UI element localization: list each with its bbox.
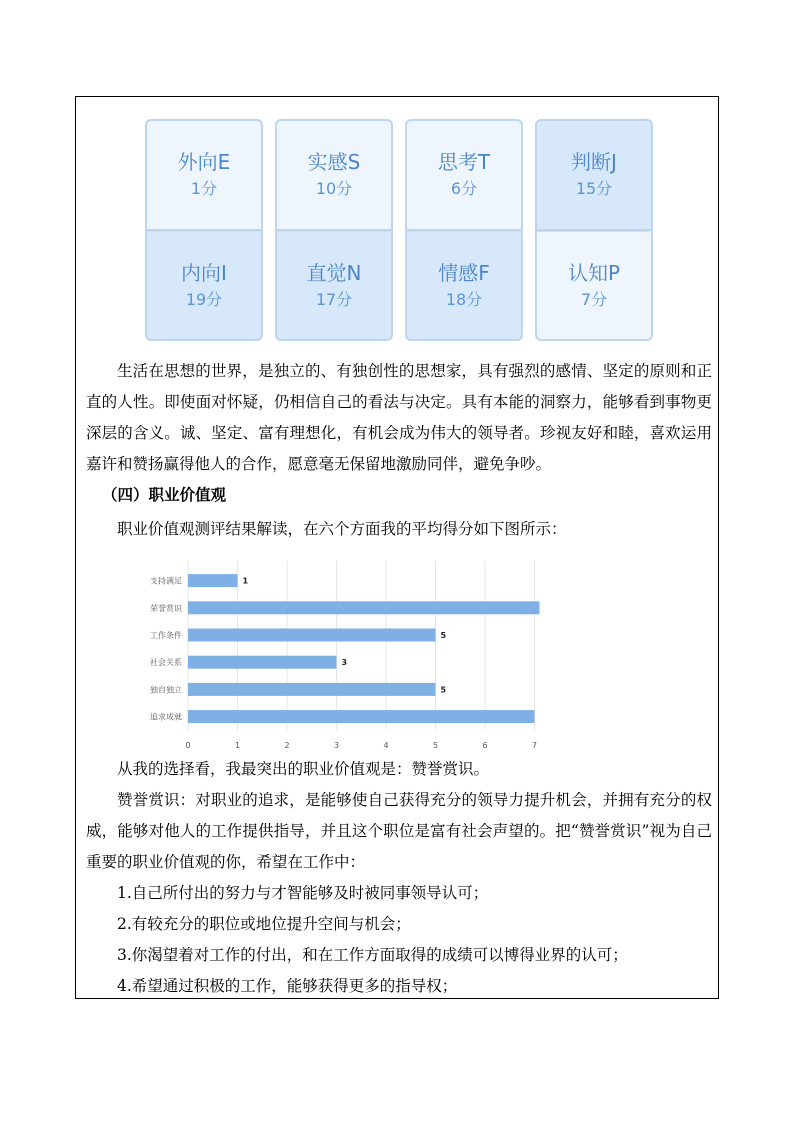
mbti-dimension-name: 思考T: [437, 150, 491, 174]
mbti-dimension-score: 15分: [575, 179, 613, 198]
mbti-dimension-score: 6分: [450, 179, 478, 198]
list-item-3: 3.你渴望着对工作的付出，和在工作方面取得的成绩可以博得业界的认可；: [117, 946, 628, 964]
category-label: 追求成就: [150, 712, 182, 722]
mbti-dimension-score: 17分: [315, 289, 353, 309]
x-tick-label: 3: [333, 741, 340, 751]
category-label: 独自独立: [150, 685, 182, 695]
bar-data-label: 3: [341, 658, 348, 668]
mbti-dimension-score: 1分: [190, 179, 218, 198]
x-tick-label: 1: [234, 741, 241, 751]
mbti-dimension-name: 认知P: [567, 260, 621, 285]
result-text: 从我的选择看，我最突出的职业价值观是：赞誉赏识。: [117, 760, 490, 778]
bar: [188, 683, 436, 696]
mbti-column-sn: [275, 119, 393, 341]
mbti-cell-introvert: [145, 231, 263, 341]
mbti-dimension-name: 外向E: [177, 150, 231, 174]
mbti-column-ei: [145, 119, 263, 341]
value-description: 赞誉赏识：对职业的追求，是能够使自己获得充分的领导力提升机会，并拥有充分的权威，能够对他人的工作提供指导，并且这个职位是富有社会声望的。把“赞誉赏识”视为自己重要的职业价值观的你，希望在工作中：: [86, 791, 712, 871]
career-values-bar-chart: [136, 561, 596, 751]
mbti-dimension-name: 实感S: [307, 150, 361, 174]
mbti-dimension-name: 判断J: [571, 150, 617, 174]
mbti-dimension-name: 情感F: [438, 260, 490, 285]
mbti-score-grid: [145, 119, 655, 341]
bar-data-label: 5: [440, 631, 447, 640]
mbti-cell-intuition: [275, 231, 393, 341]
bar: [188, 710, 535, 723]
mbti-dimension-score: 19分: [185, 289, 223, 309]
bar-data-label: 5: [440, 685, 447, 695]
x-tick-label: 4: [383, 741, 389, 751]
mbti-cell-extravert: [145, 119, 263, 231]
category-label: 支持满足: [150, 576, 182, 586]
mbti-dimension-score: 18分: [445, 289, 483, 309]
x-tick-label: 5: [432, 741, 439, 751]
bar: [188, 574, 238, 587]
personality-description: 生活在思想的世界，是独立的、有独创性的思想家，具有强烈的感情、坚定的原则和正直的人性。即使面对怀疑，仍相信自己的看法与决定。具有本能的洞察力，能够看到事物更深层的含义。诚、坚定、富有理想化，有机会成为伟大的领导者。珍视友好和睦，喜欢运用嘉许和赞扬赢得他人的合作，愿意毫无保留地激励同伴，避免争吵。: [86, 362, 712, 473]
mbti-column-jp: [535, 119, 653, 341]
mbti-dimension-score: 7分: [580, 289, 608, 309]
chart-intro-text: 职业价值观测评结果解读，在六个方面我的平均得分如下图所示：: [117, 520, 567, 538]
bar: [188, 656, 337, 669]
mbti-dimension-name: 直觉N: [306, 260, 362, 285]
section-heading: （四）职业价值观: [102, 486, 227, 504]
list-item-1: 1.自己所付出的努力与才智能够及时被同事领导认可；: [117, 884, 489, 902]
mbti-dimension-name: 内向I: [181, 260, 227, 285]
category-label: 社会关系: [150, 658, 182, 668]
category-label: 荣誉赏识: [150, 603, 182, 613]
list-item-2: 2.有较充分的职位或地位提升空间与机会；: [117, 915, 411, 933]
mbti-cell-sensing: [275, 119, 393, 231]
x-tick-label: 7: [531, 741, 538, 751]
mbti-cell-perceiving: [535, 231, 653, 341]
mbti-cell-feeling: [405, 231, 523, 341]
category-label: 工作条件: [150, 631, 182, 640]
x-tick-label: 6: [482, 741, 488, 751]
mbti-cell-judging: [535, 119, 653, 231]
mbti-cell-thinking: [405, 119, 523, 231]
mbti-column-tf: [405, 119, 523, 341]
bar: [188, 629, 436, 642]
x-tick-label: 2: [284, 741, 290, 751]
list-item-4: 4.希望通过积极的工作，能够获得更多的指导权；: [117, 977, 458, 995]
bar-data-label: 1: [242, 576, 249, 586]
bar: [188, 601, 539, 614]
x-tick-label: 0: [185, 741, 191, 751]
content-frame: [75, 96, 719, 999]
mbti-dimension-score: 10分: [315, 179, 353, 198]
